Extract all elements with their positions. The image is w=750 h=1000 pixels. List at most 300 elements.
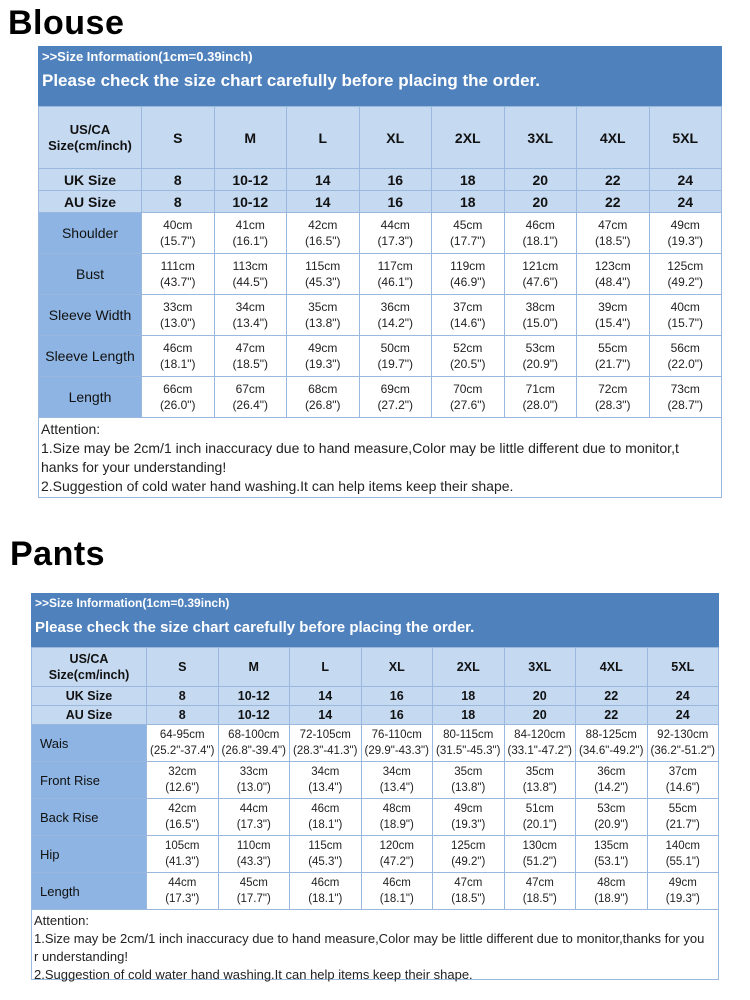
measurement-cell [361, 725, 433, 762]
size-header-cell: XL [361, 648, 433, 687]
measurement-cell [576, 836, 648, 873]
measurement-cell [504, 254, 577, 295]
au-size-row [32, 706, 719, 725]
inch-value: (27.6") [449, 398, 486, 412]
size-header-cell: XL [359, 107, 432, 169]
size-header-cell: 4XL [577, 107, 650, 169]
size-header-cell: L [290, 648, 362, 687]
cm-value: 66cm [163, 382, 193, 396]
inch-value: (43.3") [236, 856, 271, 868]
inch-value: (34.6"-49.2") [579, 745, 644, 757]
inch-value: (12.6") [165, 782, 200, 794]
cm-value: 33cm [163, 300, 193, 314]
cm-value: 121cm [522, 259, 559, 273]
inch-value: (18.5") [594, 234, 631, 248]
inch-value: (18.1") [308, 819, 343, 831]
measurement-cell [142, 213, 215, 254]
measurement-cell [504, 799, 576, 836]
inch-value: (15.0") [522, 316, 559, 330]
measurement-row [39, 254, 722, 295]
measurement-cell [287, 377, 360, 418]
inch-value: (45.3") [308, 856, 343, 868]
au-size-cell: 10-12 [218, 706, 290, 725]
pants-size-chart [31, 593, 719, 980]
measurement-cell [647, 873, 719, 910]
measurement-cell [359, 295, 432, 336]
attention-line: 1.Size may be 2cm/1 inch inaccuracy due to hand measure,Color may be little different due to monitor,thanks for you [34, 931, 705, 946]
au-size-cell: 20 [504, 706, 576, 725]
cm-value: 53cm [525, 341, 555, 355]
inch-value: (29.9"-43.3") [364, 745, 429, 757]
inch-value: (55.1") [665, 856, 700, 868]
attention-line: 2.Suggestion of cold water hand washing.It can help items keep their shape. [34, 967, 473, 982]
cm-value: 51cm [525, 803, 554, 815]
au-size-cell: 18 [433, 706, 505, 725]
measurement-cell [504, 336, 577, 377]
measurement-cell [577, 213, 650, 254]
pants-title: Pants [10, 535, 106, 573]
measurement-cell [576, 725, 648, 762]
measurement-row [39, 377, 722, 418]
measurement-cell [218, 873, 290, 910]
inch-value: (14.2") [594, 782, 629, 794]
measurement-cell [290, 836, 362, 873]
cm-value: 55cm [668, 803, 697, 815]
cm-value: 84-120cm [514, 729, 566, 741]
measurement-cell [432, 377, 505, 418]
measurement-cell [218, 725, 290, 762]
measurement-label: Sleeve Length [39, 336, 142, 377]
inch-value: (16.5") [304, 234, 341, 248]
inch-value: (19.3") [667, 234, 704, 248]
cm-value: 92-130cm [657, 729, 709, 741]
cm-value: 47cm [235, 341, 265, 355]
inch-value: (20.9") [594, 819, 629, 831]
inch-value: (15.4") [594, 316, 631, 330]
size-header-cell: S [147, 648, 219, 687]
measurement-cell [647, 799, 719, 836]
au-size-row [39, 191, 722, 213]
cm-value: 140cm [665, 840, 701, 852]
cm-value: 53cm [597, 803, 626, 815]
inch-value: (28.7") [667, 398, 704, 412]
measurement-cell [649, 213, 722, 254]
cm-value: 34cm [382, 766, 411, 778]
cm-value: 80-115cm [443, 729, 494, 741]
inch-value: (14.6") [665, 782, 700, 794]
cm-value: 45cm [239, 877, 268, 889]
measurement-cell [142, 254, 215, 295]
measurement-cell [504, 295, 577, 336]
inch-value: (26.8"-39.4") [221, 745, 286, 757]
cm-value: 115cm [308, 840, 343, 852]
corner-label [32, 648, 147, 687]
cm-value: 68-100cm [228, 729, 280, 741]
cm-value: 72cm [598, 382, 628, 396]
measurement-cell [504, 762, 576, 799]
cm-value: 44cm [380, 218, 410, 232]
measurement-row [39, 295, 722, 336]
measurement-cell [433, 836, 505, 873]
cm-value: 69cm [380, 382, 410, 396]
corner-line-2: Size(cm/inch) [48, 668, 130, 682]
cm-value: 125cm [450, 840, 486, 852]
size-info-header: >>Size Information(1cm=0.39inch) [38, 46, 722, 65]
attention-line: r understanding! [34, 949, 128, 964]
inch-value: (15.7") [667, 316, 704, 330]
measurement-cell [433, 762, 505, 799]
inch-value: (18.1") [379, 893, 414, 905]
uk-size-cell: 8 [147, 687, 219, 706]
measurement-cell [359, 336, 432, 377]
inch-value: (13.8") [451, 782, 486, 794]
inch-value: (17.7") [236, 893, 271, 905]
measurement-cell [433, 799, 505, 836]
measurement-cell [214, 377, 287, 418]
inch-value: (43.7") [159, 275, 196, 289]
measurement-cell [218, 762, 290, 799]
measurement-cell [649, 295, 722, 336]
cm-value: 105cm [164, 840, 200, 852]
cm-value: 47cm [525, 877, 554, 889]
inch-value: (19.7") [377, 357, 414, 371]
measurement-cell [647, 725, 719, 762]
size-header-cell: S [142, 107, 215, 169]
inch-value: (19.3") [665, 893, 700, 905]
measurement-cell [504, 725, 576, 762]
cm-value: 49cm [308, 341, 338, 355]
cm-value: 44cm [239, 803, 268, 815]
inch-value: (28.0") [522, 398, 559, 412]
inch-value: (17.3") [165, 893, 200, 905]
uk-size-cell: 10-12 [214, 169, 287, 191]
size-header-cell: 5XL [649, 107, 722, 169]
measurement-label: Hip [32, 836, 147, 873]
measurement-cell [287, 336, 360, 377]
measurement-label: Back Rise [32, 799, 147, 836]
attention-line: 2.Suggestion of cold water hand washing.It can help items keep their shape. [41, 478, 514, 494]
measurement-cell [433, 725, 505, 762]
inch-value: (33.1"-47.2") [507, 745, 572, 757]
uk-size-cell: 14 [290, 687, 362, 706]
attention-note [38, 418, 722, 498]
au-size-cell: 22 [577, 191, 650, 213]
cm-value: 73cm [670, 382, 700, 396]
size-table [38, 106, 722, 418]
au-size-label: AU Size [32, 706, 147, 725]
cm-value: 48cm [597, 877, 626, 889]
measurement-row [32, 873, 719, 910]
cm-value: 88-125cm [585, 729, 637, 741]
cm-value: 119cm [450, 259, 486, 273]
measurement-label: Bust [39, 254, 142, 295]
inch-value: (13.8") [522, 782, 557, 794]
inch-value: (28.3"-41.3") [293, 745, 358, 757]
inch-value: (49.2") [451, 856, 486, 868]
au-size-cell: 14 [287, 191, 360, 213]
inch-value: (21.7") [594, 357, 631, 371]
measurement-cell [359, 254, 432, 295]
cm-value: 117cm [377, 259, 413, 273]
measurement-cell [432, 213, 505, 254]
measurement-cell [647, 762, 719, 799]
measurement-cell [504, 213, 577, 254]
measurement-cell [432, 254, 505, 295]
cm-value: 56cm [670, 341, 700, 355]
measurement-cell [142, 336, 215, 377]
measurement-cell [577, 295, 650, 336]
cm-value: 34cm [235, 300, 265, 314]
measurement-cell [214, 336, 287, 377]
cm-value: 35cm [308, 300, 338, 314]
inch-value: (17.3") [377, 234, 414, 248]
inch-value: (53.1") [594, 856, 629, 868]
cm-value: 40cm [163, 218, 193, 232]
inch-value: (16.5") [165, 819, 200, 831]
measurement-cell [214, 254, 287, 295]
size-info-header: >>Size Information(1cm=0.39inch) [31, 593, 719, 613]
inch-value: (16.1") [232, 234, 269, 248]
inch-value: (46.9") [449, 275, 486, 289]
measurement-row [32, 725, 719, 762]
measurement-cell [359, 213, 432, 254]
notice-header: Please check the size chart carefully before placing the order. [31, 613, 719, 647]
size-header-cell: 2XL [432, 107, 505, 169]
uk-size-label: UK Size [39, 169, 142, 191]
cm-value: 33cm [239, 766, 268, 778]
cm-value: 55cm [598, 341, 628, 355]
measurement-cell [218, 799, 290, 836]
size-header-cell: 5XL [647, 648, 719, 687]
measurement-label: Shoulder [39, 213, 142, 254]
measurement-cell [361, 762, 433, 799]
uk-size-cell: 20 [504, 169, 577, 191]
inch-value: (13.4") [308, 782, 343, 794]
inch-value: (49.2") [667, 275, 704, 289]
uk-size-cell: 8 [142, 169, 215, 191]
inch-value: (18.5") [451, 893, 486, 905]
inch-value: (13.4") [232, 316, 269, 330]
measurement-cell [577, 254, 650, 295]
inch-value: (41.3") [165, 856, 200, 868]
measurement-cell [361, 836, 433, 873]
au-size-cell: 20 [504, 191, 577, 213]
measurement-label: Sleeve Width [39, 295, 142, 336]
inch-value: (18.5") [522, 893, 557, 905]
measurement-cell [147, 762, 219, 799]
inch-value: (26.0") [159, 398, 196, 412]
cm-value: 49cm [670, 218, 700, 232]
measurement-label: Wais [32, 725, 147, 762]
measurement-row [39, 213, 722, 254]
cm-value: 37cm [668, 766, 697, 778]
measurement-cell [647, 836, 719, 873]
inch-value: (22.0") [667, 357, 704, 371]
measurement-cell [361, 873, 433, 910]
inch-value: (44.5") [232, 275, 269, 289]
measurement-cell [287, 213, 360, 254]
inch-value: (27.2") [377, 398, 414, 412]
measurement-cell [504, 377, 577, 418]
inch-value: (26.8") [304, 398, 341, 412]
measurement-row [32, 836, 719, 873]
cm-value: 45cm [453, 218, 483, 232]
cm-value: 110cm [236, 840, 271, 852]
cm-value: 123cm [594, 259, 631, 273]
cm-value: 68cm [308, 382, 338, 396]
cm-value: 46cm [163, 341, 193, 355]
measurement-cell [361, 799, 433, 836]
inch-value: (28.3") [594, 398, 631, 412]
cm-value: 35cm [525, 766, 554, 778]
uk-size-cell: 16 [359, 169, 432, 191]
cm-value: 42cm [168, 803, 197, 815]
inch-value: (13.0") [159, 316, 196, 330]
cm-value: 46cm [311, 877, 340, 889]
measurement-cell [576, 799, 648, 836]
cm-value: 130cm [522, 840, 558, 852]
size-header-cell: 2XL [433, 648, 505, 687]
measurement-cell [432, 295, 505, 336]
inch-value: (15.7") [159, 234, 196, 248]
inch-value: (18.1") [522, 234, 559, 248]
inch-value: (31.5"-45.3") [436, 745, 501, 757]
measurement-cell [142, 377, 215, 418]
inch-value: (13.0") [236, 782, 271, 794]
measurement-label: Length [39, 377, 142, 418]
cm-value: 42cm [308, 218, 338, 232]
corner-label [39, 107, 142, 169]
uk-size-row [32, 687, 719, 706]
uk-size-cell: 18 [433, 687, 505, 706]
measurement-cell [147, 836, 219, 873]
au-size-cell: 10-12 [214, 191, 287, 213]
inch-value: (18.1") [159, 357, 196, 371]
size-header-cell: 3XL [504, 107, 577, 169]
inch-value: (48.4") [594, 275, 631, 289]
measurement-cell [290, 725, 362, 762]
corner-line-1: US/CA [69, 121, 111, 137]
cm-value: 113cm [232, 259, 268, 273]
measurement-cell [576, 873, 648, 910]
measurement-cell [147, 725, 219, 762]
inch-value: (17.3") [236, 819, 271, 831]
measurement-cell [433, 873, 505, 910]
au-size-cell: 16 [361, 706, 433, 725]
inch-value: (47.6") [522, 275, 559, 289]
cm-value: 72-105cm [299, 729, 351, 741]
attention-note [31, 910, 719, 980]
measurement-cell [218, 836, 290, 873]
attention-line: Attention: [41, 421, 101, 437]
measurement-cell [287, 254, 360, 295]
measurement-cell [359, 377, 432, 418]
inch-value: (19.3") [304, 357, 341, 371]
measurement-cell [290, 799, 362, 836]
cm-value: 36cm [597, 766, 626, 778]
cm-value: 47cm [454, 877, 483, 889]
measurement-row [32, 762, 719, 799]
measurement-cell [576, 762, 648, 799]
au-size-cell: 8 [142, 191, 215, 213]
cm-value: 41cm [235, 218, 265, 232]
cm-value: 125cm [667, 259, 704, 273]
cm-value: 64-95cm [159, 729, 205, 741]
blouse-size-chart [38, 46, 722, 498]
cm-value: 37cm [453, 300, 483, 314]
inch-value: (18.9") [379, 819, 414, 831]
inch-value: (18.5") [232, 357, 269, 371]
au-size-cell: 24 [649, 191, 722, 213]
uk-size-cell: 24 [649, 169, 722, 191]
measurement-cell [649, 254, 722, 295]
inch-value: (17.7") [449, 234, 486, 248]
cm-value: 44cm [168, 877, 197, 889]
inch-value: (14.6") [449, 316, 486, 330]
cm-value: 47cm [598, 218, 628, 232]
cm-value: 35cm [454, 766, 483, 778]
attention-line: hanks for your understanding! [41, 459, 227, 475]
size-header-cell: 3XL [504, 648, 576, 687]
inch-value: (13.8") [304, 316, 341, 330]
measurement-cell [142, 295, 215, 336]
size-header-row [32, 648, 719, 687]
cm-value: 46cm [382, 877, 411, 889]
size-header-cell: 4XL [576, 648, 648, 687]
cm-value: 39cm [598, 300, 628, 314]
inch-value: (21.7") [665, 819, 700, 831]
inch-value: (18.9") [594, 893, 629, 905]
measurement-cell [214, 295, 287, 336]
measurement-label: Front Rise [32, 762, 147, 799]
cm-value: 115cm [305, 259, 341, 273]
measurement-cell [504, 836, 576, 873]
measurement-cell [577, 336, 650, 377]
uk-size-cell: 10-12 [218, 687, 290, 706]
uk-size-cell: 22 [577, 169, 650, 191]
inch-value: (19.3") [451, 819, 486, 831]
uk-size-cell: 20 [504, 687, 576, 706]
inch-value: (20.9") [522, 357, 559, 371]
inch-value: (25.2"-37.4") [150, 745, 215, 757]
measurement-cell [290, 873, 362, 910]
inch-value: (45.3") [304, 275, 341, 289]
cm-value: 46cm [311, 803, 340, 815]
uk-size-cell: 18 [432, 169, 505, 191]
au-size-label: AU Size [39, 191, 142, 213]
cm-value: 70cm [453, 382, 483, 396]
au-size-cell: 8 [147, 706, 219, 725]
inch-value: (14.2") [377, 316, 414, 330]
size-header-cell: L [287, 107, 360, 169]
size-table [31, 647, 719, 910]
cm-value: 67cm [235, 382, 265, 396]
au-size-cell: 16 [359, 191, 432, 213]
cm-value: 36cm [380, 300, 410, 314]
measurement-row [39, 336, 722, 377]
inch-value: (20.1") [522, 819, 557, 831]
uk-size-row [39, 169, 722, 191]
measurement-label: Length [32, 873, 147, 910]
cm-value: 50cm [380, 341, 410, 355]
measurement-cell [577, 377, 650, 418]
inch-value: (20.5") [449, 357, 486, 371]
measurement-cell [649, 377, 722, 418]
cm-value: 71cm [525, 382, 555, 396]
attention-line: Attention: [34, 913, 89, 928]
cm-value: 32cm [168, 766, 197, 778]
cm-value: 52cm [453, 341, 483, 355]
